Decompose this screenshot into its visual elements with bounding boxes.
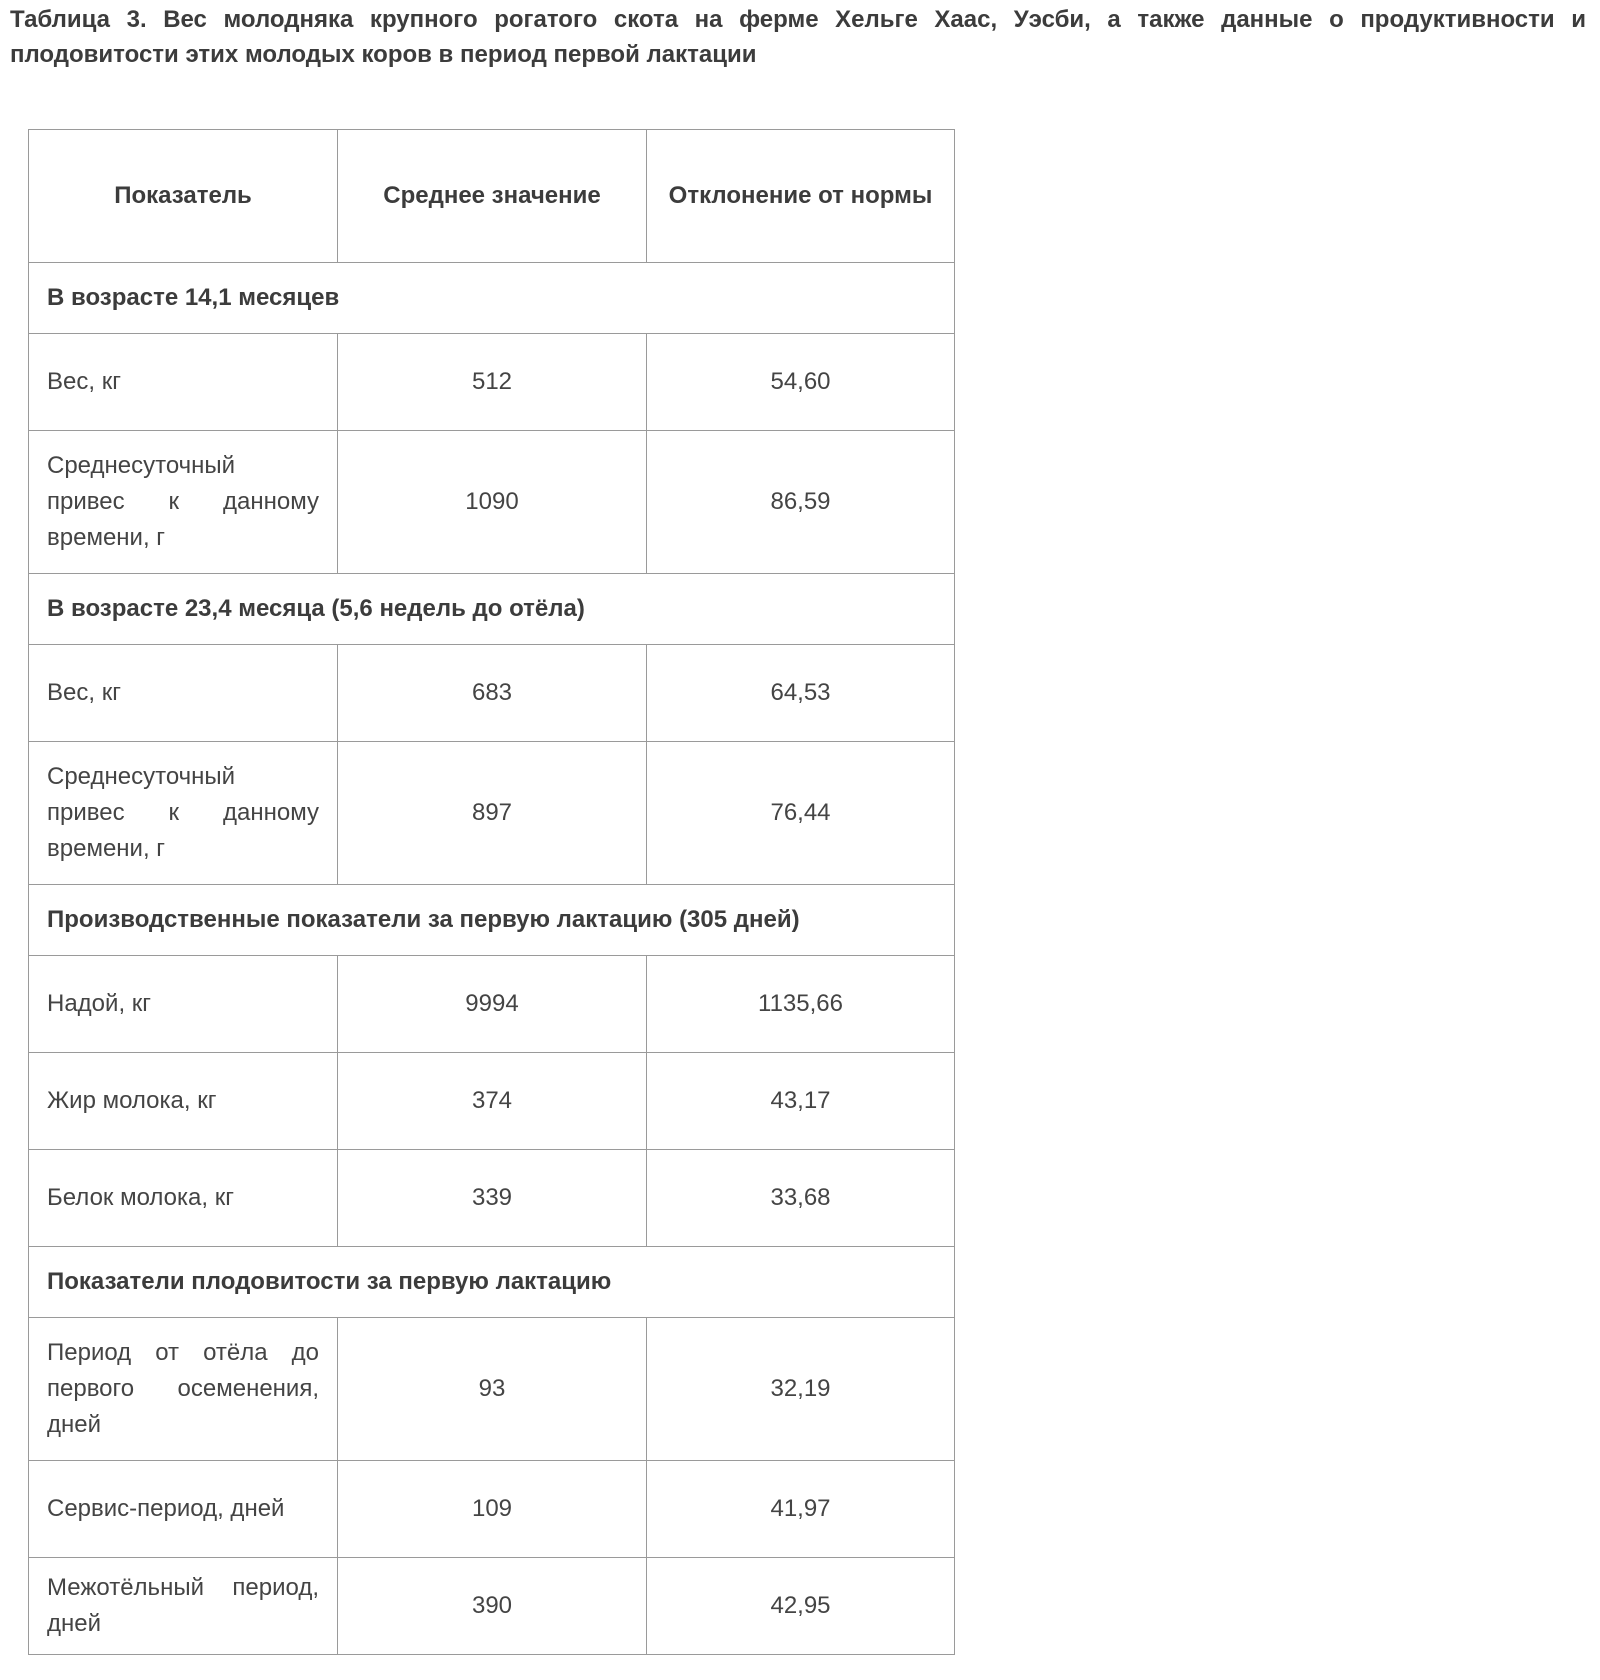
row-deviation: 86,59 (647, 431, 955, 574)
row-deviation: 42,95 (647, 1558, 955, 1655)
table-row (29, 334, 955, 431)
row-deviation: 32,19 (647, 1318, 955, 1461)
row-mean: 9994 (338, 956, 647, 1053)
row-label: Вес, кг (29, 334, 338, 431)
section-row (29, 885, 955, 956)
row-mean: 109 (338, 1461, 647, 1558)
table-row (29, 431, 955, 574)
row-deviation: 43,17 (647, 1053, 955, 1150)
section-row (29, 1247, 955, 1318)
header-indicator: Показатель (29, 130, 338, 263)
section-title: Производственные показатели за первую лактацию (305 дней) (29, 885, 955, 956)
row-mean: 339 (338, 1150, 647, 1247)
section-row (29, 263, 955, 334)
row-mean: 1090 (338, 431, 647, 574)
row-deviation: 64,53 (647, 645, 955, 742)
row-label: Надой, кг (29, 956, 338, 1053)
table-row (29, 1150, 955, 1247)
row-label: Сервис-период, дней (29, 1461, 338, 1558)
row-mean: 512 (338, 334, 647, 431)
section-title: В возрасте 23,4 месяца (5,6 недель до отёла) (29, 574, 955, 645)
section-row (29, 574, 955, 645)
header-deviation: Отклонение от нормы (647, 130, 955, 263)
row-mean: 683 (338, 645, 647, 742)
row-deviation: 33,68 (647, 1150, 955, 1247)
table-caption: Таблица 3. Вес молодняка крупного рогатого скота на ферме Хельге Хаас, Уэсби, а также данные о продуктивности и плодовитости этих молодых коров в период первой лактации (10, 6, 1586, 68)
table-row (29, 1558, 955, 1655)
row-label: Период от отёла до первого осеменения, дней (29, 1318, 338, 1461)
table-row (29, 742, 955, 885)
table-row (29, 956, 955, 1053)
row-label: Среднесуточный привес к данному времени, г (29, 431, 338, 574)
row-mean: 93 (338, 1318, 647, 1461)
row-mean: 374 (338, 1053, 647, 1150)
row-deviation: 54,60 (647, 334, 955, 431)
row-label: Белок молока, кг (29, 1150, 338, 1247)
row-deviation: 41,97 (647, 1461, 955, 1558)
row-deviation: 76,44 (647, 742, 955, 885)
header-mean: Среднее значение (338, 130, 647, 263)
section-title: В возрасте 14,1 месяцев (29, 263, 955, 334)
row-mean: 897 (338, 742, 647, 885)
row-deviation: 1135,66 (647, 956, 955, 1053)
header-row (29, 130, 955, 263)
row-mean: 390 (338, 1558, 647, 1655)
table-row (29, 1461, 955, 1558)
table-row (29, 1053, 955, 1150)
row-label: Жир молока, кг (29, 1053, 338, 1150)
table-row (29, 1318, 955, 1461)
table-row (29, 645, 955, 742)
data-table (28, 129, 955, 1655)
row-label: Вес, кг (29, 645, 338, 742)
row-label: Среднесуточный привес к данному времени, г (29, 742, 338, 885)
row-label: Межотёльный период, дней (29, 1558, 338, 1655)
section-title: Показатели плодовитости за первую лактацию (29, 1247, 955, 1318)
